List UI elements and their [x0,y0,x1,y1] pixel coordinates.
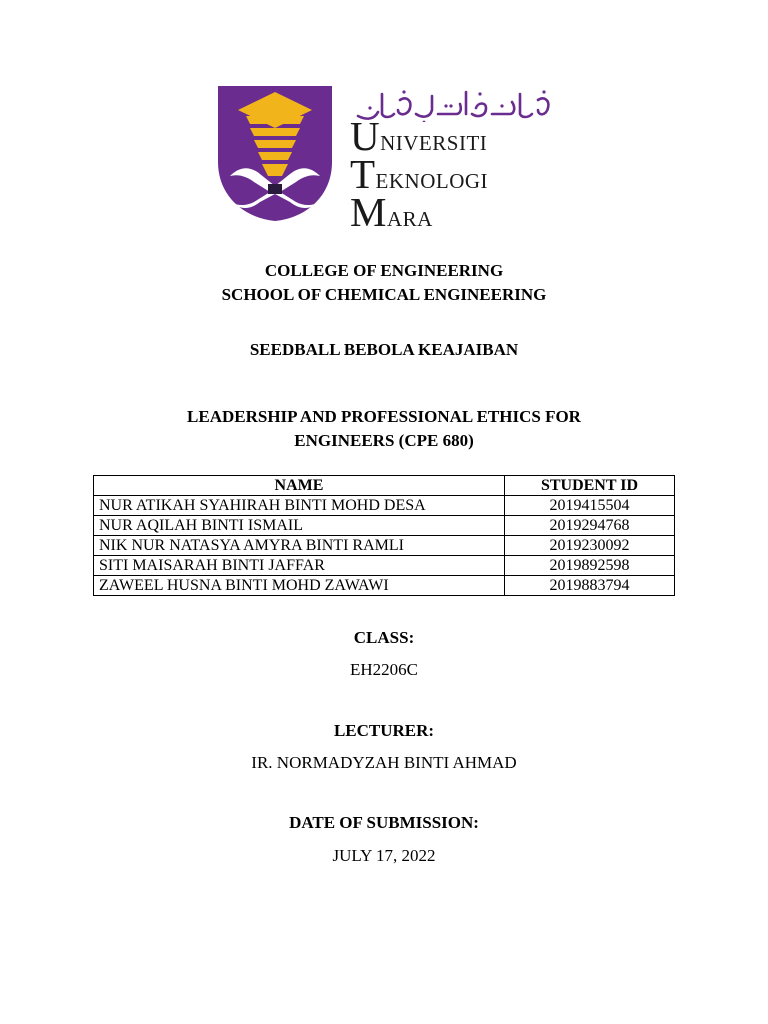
logo-initial: T [350,151,376,197]
logo-line-universiti [350,113,488,159]
logo-initial: M [350,189,387,235]
student-name: NIK NUR NATASYA AMYRA BINTI RAMLI [94,536,505,556]
university-name-wordmark [350,113,489,235]
class-value: EH2206C [350,660,418,679]
logo-rest: niversiti [380,124,488,157]
student-id: 2019230092 [505,536,675,556]
name-column-header: NAME [94,476,505,496]
logo-line-teknologi [350,151,489,197]
school-name: SCHOOL OF CHEMICAL ENGINEERING [221,285,547,304]
course-title-line2: ENGINEERS (CPE 680) [294,431,474,450]
table-header-row [94,476,675,496]
student-id: 2019294768 [505,516,675,536]
logo-line-mara [350,189,488,235]
student-name: NUR AQILAH BINTI ISMAIL [94,516,505,536]
project-title: SEEDBALL BEBOLA KEAJAIBAN [249,340,519,359]
student-id: 2019415504 [505,496,675,516]
student-id-column-header: STUDENT ID [505,476,675,496]
logo-initial: U [350,113,381,159]
table-row [94,576,675,596]
student-name: ZAWEEL HUSNA BINTI MOHD ZAWAWI [94,576,505,596]
lecturer-value: IR. NORMADYZAH BINTI AHMAD [251,753,517,772]
university-logo [216,84,556,235]
table-row [94,556,675,576]
student-id: 2019892598 [505,556,675,576]
college-name: COLLEGE OF ENGINEERING [264,261,504,280]
table-row [94,536,675,556]
lecturer-label: LECTURER: [333,721,435,740]
logo-rest: eknologi [375,162,489,195]
student-id: 2019883794 [505,576,675,596]
class-label: CLASS: [353,628,415,647]
table-row [94,496,675,516]
course-title-line1: LEADERSHIP AND PROFESSIONAL ETHICS FOR [187,407,581,426]
submission-date-label: DATE OF SUBMISSION: [289,813,479,832]
student-table [93,475,675,596]
uitm-emblem-icon [216,84,334,222]
student-name: NUR ATIKAH SYAHIRAH BINTI MOHD DESA [94,496,505,516]
table-row [94,516,675,536]
logo-rest: ara [386,200,433,233]
submission-date-value: JULY 17, 2022 [332,846,436,865]
student-name: SITI MAISARAH BINTI JAFFAR [94,556,505,576]
